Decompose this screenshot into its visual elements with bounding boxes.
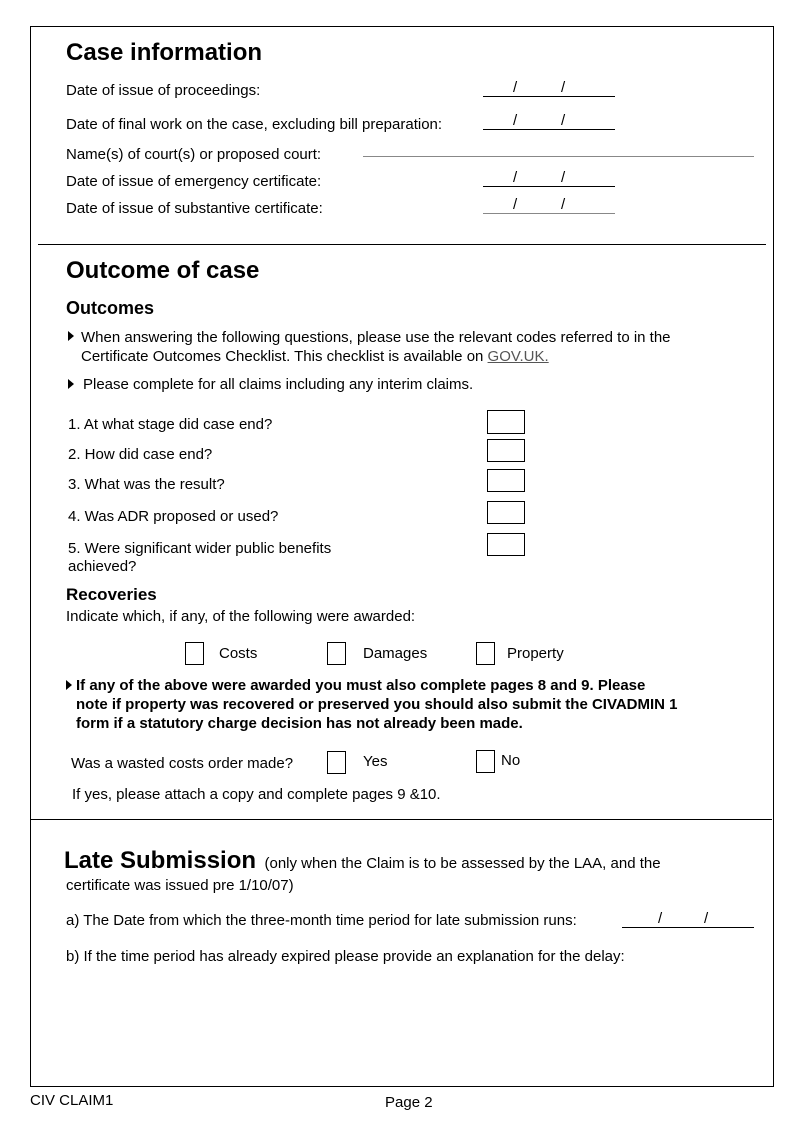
date-emergency-cert-label: Date of issue of emergency certificate: (66, 173, 322, 190)
date-separator: / (513, 169, 518, 186)
date-separator: / (658, 910, 663, 927)
page-number: Page 2 (385, 1094, 433, 1111)
question-3-label: 3. What was the result? (68, 476, 225, 493)
date-separator: / (513, 196, 518, 213)
date-separator: / (704, 910, 709, 927)
question-5-code-box[interactable] (487, 533, 525, 556)
date-separator: / (513, 79, 518, 96)
late-submission-note-2: certificate was issued pre 1/10/07) (66, 877, 294, 894)
property-label: Property (507, 645, 564, 662)
section-divider (30, 819, 772, 820)
date-separator: / (561, 196, 566, 213)
question-2-label: 2. How did case end? (68, 446, 213, 463)
costs-label: Costs (219, 645, 258, 662)
outcome-title: Outcome of case (66, 257, 260, 284)
date-separator: / (561, 169, 566, 186)
court-names-field[interactable] (363, 156, 754, 157)
section-divider (38, 244, 766, 245)
bullet-arrow-icon (68, 379, 74, 389)
form-code: CIV CLAIM1 (30, 1092, 114, 1109)
late-submission-note: (only when the Claim is to be assessed by the LAA, and the (264, 855, 661, 872)
wasted-costs-no-checkbox[interactable] (476, 750, 495, 773)
date-separator: / (513, 112, 518, 129)
question-1-code-box[interactable] (487, 410, 525, 434)
late-submission-question-a: a) The Date from which the three-month time period for late submission runs: (66, 912, 577, 929)
question-5-label: 5. Were significant wider public benefits achieved? (68, 540, 332, 575)
property-checkbox[interactable] (476, 642, 495, 665)
costs-checkbox[interactable] (185, 642, 204, 665)
late-submission-question-b: b) If the time period has already expired please provide an explanation for the delay: (66, 948, 625, 965)
damages-checkbox[interactable] (327, 642, 346, 665)
date-substantive-cert-label: Date of issue of substantive certificate: (66, 200, 323, 217)
late-submission-heading (64, 847, 661, 875)
date-separator: / (561, 112, 566, 129)
question-2-code-box[interactable] (487, 439, 525, 462)
question-1-label: 1. At what stage did case end? (68, 416, 273, 433)
delay-explanation-area[interactable] (60, 975, 760, 1075)
wasted-costs-no-label: No (501, 752, 521, 769)
case-information-title: Case information (66, 39, 263, 66)
question-3-code-box[interactable] (487, 469, 525, 492)
date-issue-proceedings-label: Date of issue of proceedings: (66, 82, 261, 99)
outcome-instruction-2: Please complete for all claims including any interim claims. (83, 376, 474, 393)
wasted-costs-yes-label: Yes (363, 753, 388, 770)
recoveries-intro: Indicate which, if any, of the following were awarded: (66, 608, 416, 625)
outcome-instruction-1: When answering the following questions, please use the relevant codes referred to in the Certificate Outcomes Checklist. This checklist is available on GOV.UK. (81, 329, 671, 365)
bullet-arrow-icon (68, 331, 74, 341)
damages-label: Damages (363, 645, 428, 662)
question-4-code-box[interactable] (487, 501, 525, 524)
outcomes-subtitle: Outcomes (66, 298, 155, 318)
court-names-label: Name(s) of court(s) or proposed court: (66, 146, 322, 163)
question-4-label: 4. Was ADR proposed or used? (68, 508, 279, 525)
date-separator: / (561, 79, 566, 96)
wasted-costs-yes-checkbox[interactable] (327, 751, 346, 774)
date-final-work-label: Date of final work on the case, excluding bill preparation: (66, 116, 443, 133)
recoveries-title: Recoveries (66, 585, 157, 604)
wasted-costs-label: Was a wasted costs order made? (71, 755, 294, 772)
bullet-arrow-icon (66, 680, 72, 690)
gov-uk-link[interactable]: GOV.UK. (487, 348, 549, 365)
late-submission-title: Late Submission (64, 847, 257, 874)
recoveries-notice: If any of the above were awarded you must also complete pages 8 and 9. Please note if property was recovered or preserved you should also submit the CIVADMIN 1 form if a statutory charge decision has not already been made. (76, 677, 678, 732)
attach-note: If yes, please attach a copy and complete pages 9 &10. (72, 786, 441, 803)
